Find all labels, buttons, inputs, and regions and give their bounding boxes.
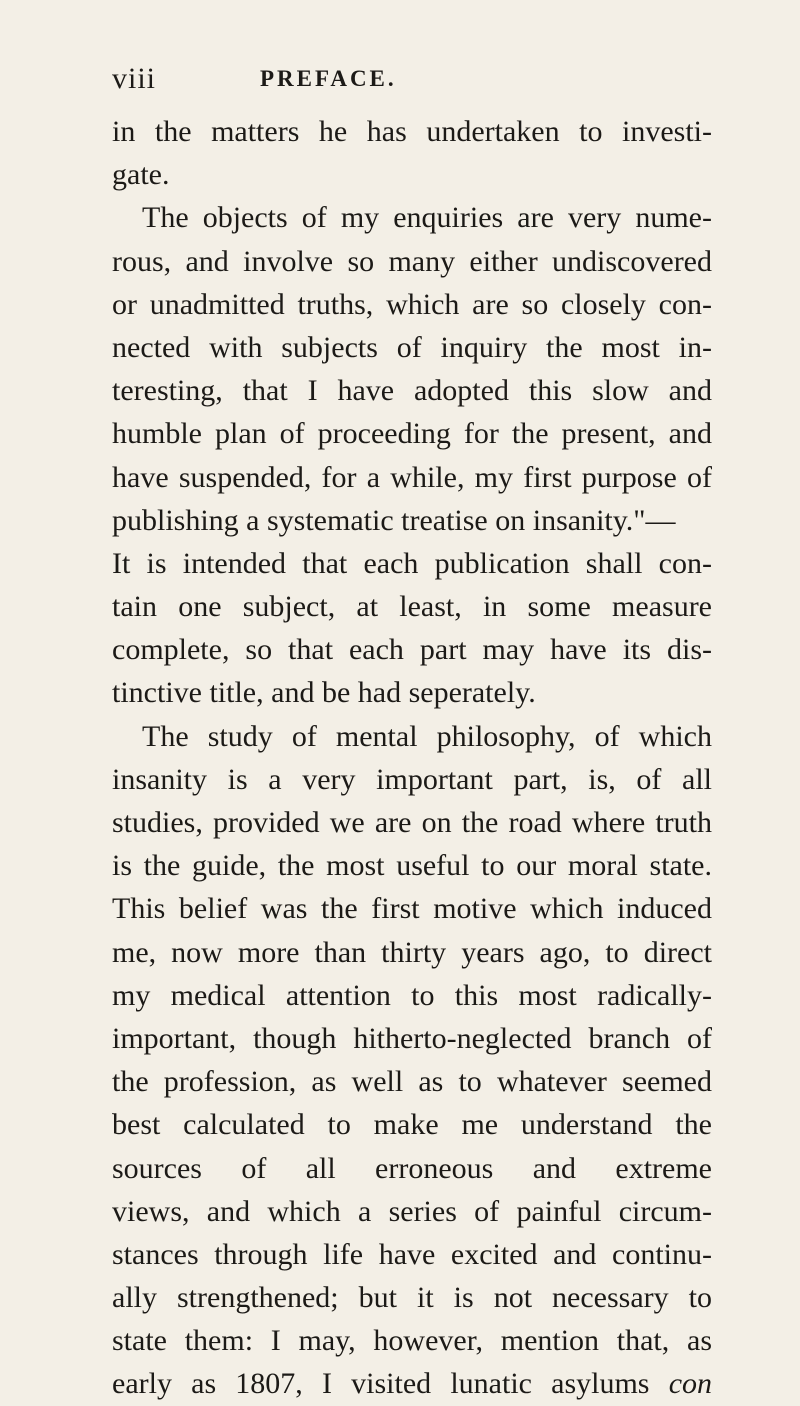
text-line-content: complete, so that each part may have its dis- bbox=[112, 633, 712, 667]
text-line bbox=[112, 1190, 712, 1233]
text-line bbox=[112, 1017, 712, 1060]
text-line-content: studies, provided we are on the road where truth bbox=[112, 806, 712, 839]
text-line-content: The study of mental philosophy, of which bbox=[142, 719, 712, 753]
text-line-content: state them: I may, however, mention that, as bbox=[112, 1324, 712, 1358]
text-line-content: tinctive title, and be had seperately. bbox=[112, 676, 536, 710]
text-line-content: have suspended, for a while, my first purpose of bbox=[112, 460, 712, 494]
text-line-content: is the guide, the most useful to our moral state. bbox=[112, 849, 712, 883]
text-line bbox=[112, 196, 712, 239]
text-line bbox=[112, 456, 712, 499]
text-line-content: me, now more than thirty years ago, to direct bbox=[112, 935, 712, 969]
text-line-content: the profession, as well as to whatever seemed bbox=[112, 1065, 712, 1099]
text-line bbox=[112, 801, 712, 844]
running-head-title: PREFACE. bbox=[260, 66, 397, 91]
text-line bbox=[112, 1103, 712, 1146]
text-line-content: humble plan of proceeding for the present, and bbox=[112, 417, 712, 451]
text-line bbox=[112, 887, 712, 930]
text-line bbox=[112, 412, 712, 455]
text-line bbox=[112, 153, 712, 196]
text-line bbox=[112, 1147, 712, 1190]
text-line-content: nected with subjects of inquiry the most in- bbox=[112, 330, 712, 364]
text-line bbox=[112, 628, 712, 671]
text-line-content: tain one subject, at least, in some measure bbox=[112, 590, 712, 624]
text-line bbox=[112, 844, 712, 887]
text-line-content: early as 1807, I visited lunatic asylums bbox=[112, 1367, 650, 1401]
text-line bbox=[112, 326, 712, 369]
text-line-content: important, though hitherto-neglected branch of bbox=[112, 1021, 712, 1055]
text-line-content: teresting, that I have adopted this slow and bbox=[112, 374, 712, 408]
body-text bbox=[112, 110, 712, 1406]
text-line-content: rous, and involve so many either undiscovered bbox=[112, 244, 712, 278]
text-line-content: or unadmitted truths, which are so closely con- bbox=[112, 287, 712, 321]
text-line-content: views, and which a series of painful circum- bbox=[112, 1194, 712, 1228]
text-line bbox=[112, 283, 712, 326]
text-line bbox=[112, 542, 712, 585]
text-line-content: This belief was the first motive which induced bbox=[112, 892, 712, 926]
text-line bbox=[112, 671, 712, 714]
text-line bbox=[112, 1060, 712, 1103]
text-line-content: gate. bbox=[112, 158, 170, 192]
text-line bbox=[112, 974, 712, 1017]
running-head bbox=[112, 62, 712, 102]
page-number: viii bbox=[112, 62, 157, 95]
text-line-content: sources of all erroneous and extreme bbox=[112, 1151, 712, 1185]
text-line bbox=[112, 240, 712, 283]
text-line bbox=[112, 1276, 712, 1319]
text-line-content: in the matters he has undertaken to investi- bbox=[112, 115, 712, 148]
text-line-italic-word: con bbox=[668, 1367, 712, 1401]
text-line bbox=[112, 1319, 712, 1362]
text-line bbox=[112, 1362, 712, 1405]
text-line bbox=[112, 758, 712, 801]
text-line bbox=[112, 585, 712, 628]
text-line bbox=[112, 499, 712, 542]
text-line-content: stances through life have excited and continu- bbox=[112, 1237, 712, 1271]
text-line-content: my medical attention to this most radically- bbox=[112, 978, 712, 1012]
text-line bbox=[112, 369, 712, 412]
text-line-content: best calculated to make me understand the bbox=[112, 1108, 712, 1142]
text-line bbox=[112, 110, 712, 153]
text-line bbox=[112, 715, 712, 758]
text-line-content: ally strengthened; but it is not necessary to bbox=[112, 1281, 712, 1315]
text-line-content: insanity is a very important part, is, of all bbox=[112, 762, 712, 796]
text-line bbox=[112, 931, 712, 974]
text-line-content: It is intended that each publication shall con- bbox=[112, 546, 712, 580]
text-line-content: The objects of my enquiries are very nume- bbox=[142, 201, 712, 235]
text-line bbox=[112, 1233, 712, 1276]
text-line-content: publishing a systematic treatise on insanity."— bbox=[112, 503, 676, 537]
